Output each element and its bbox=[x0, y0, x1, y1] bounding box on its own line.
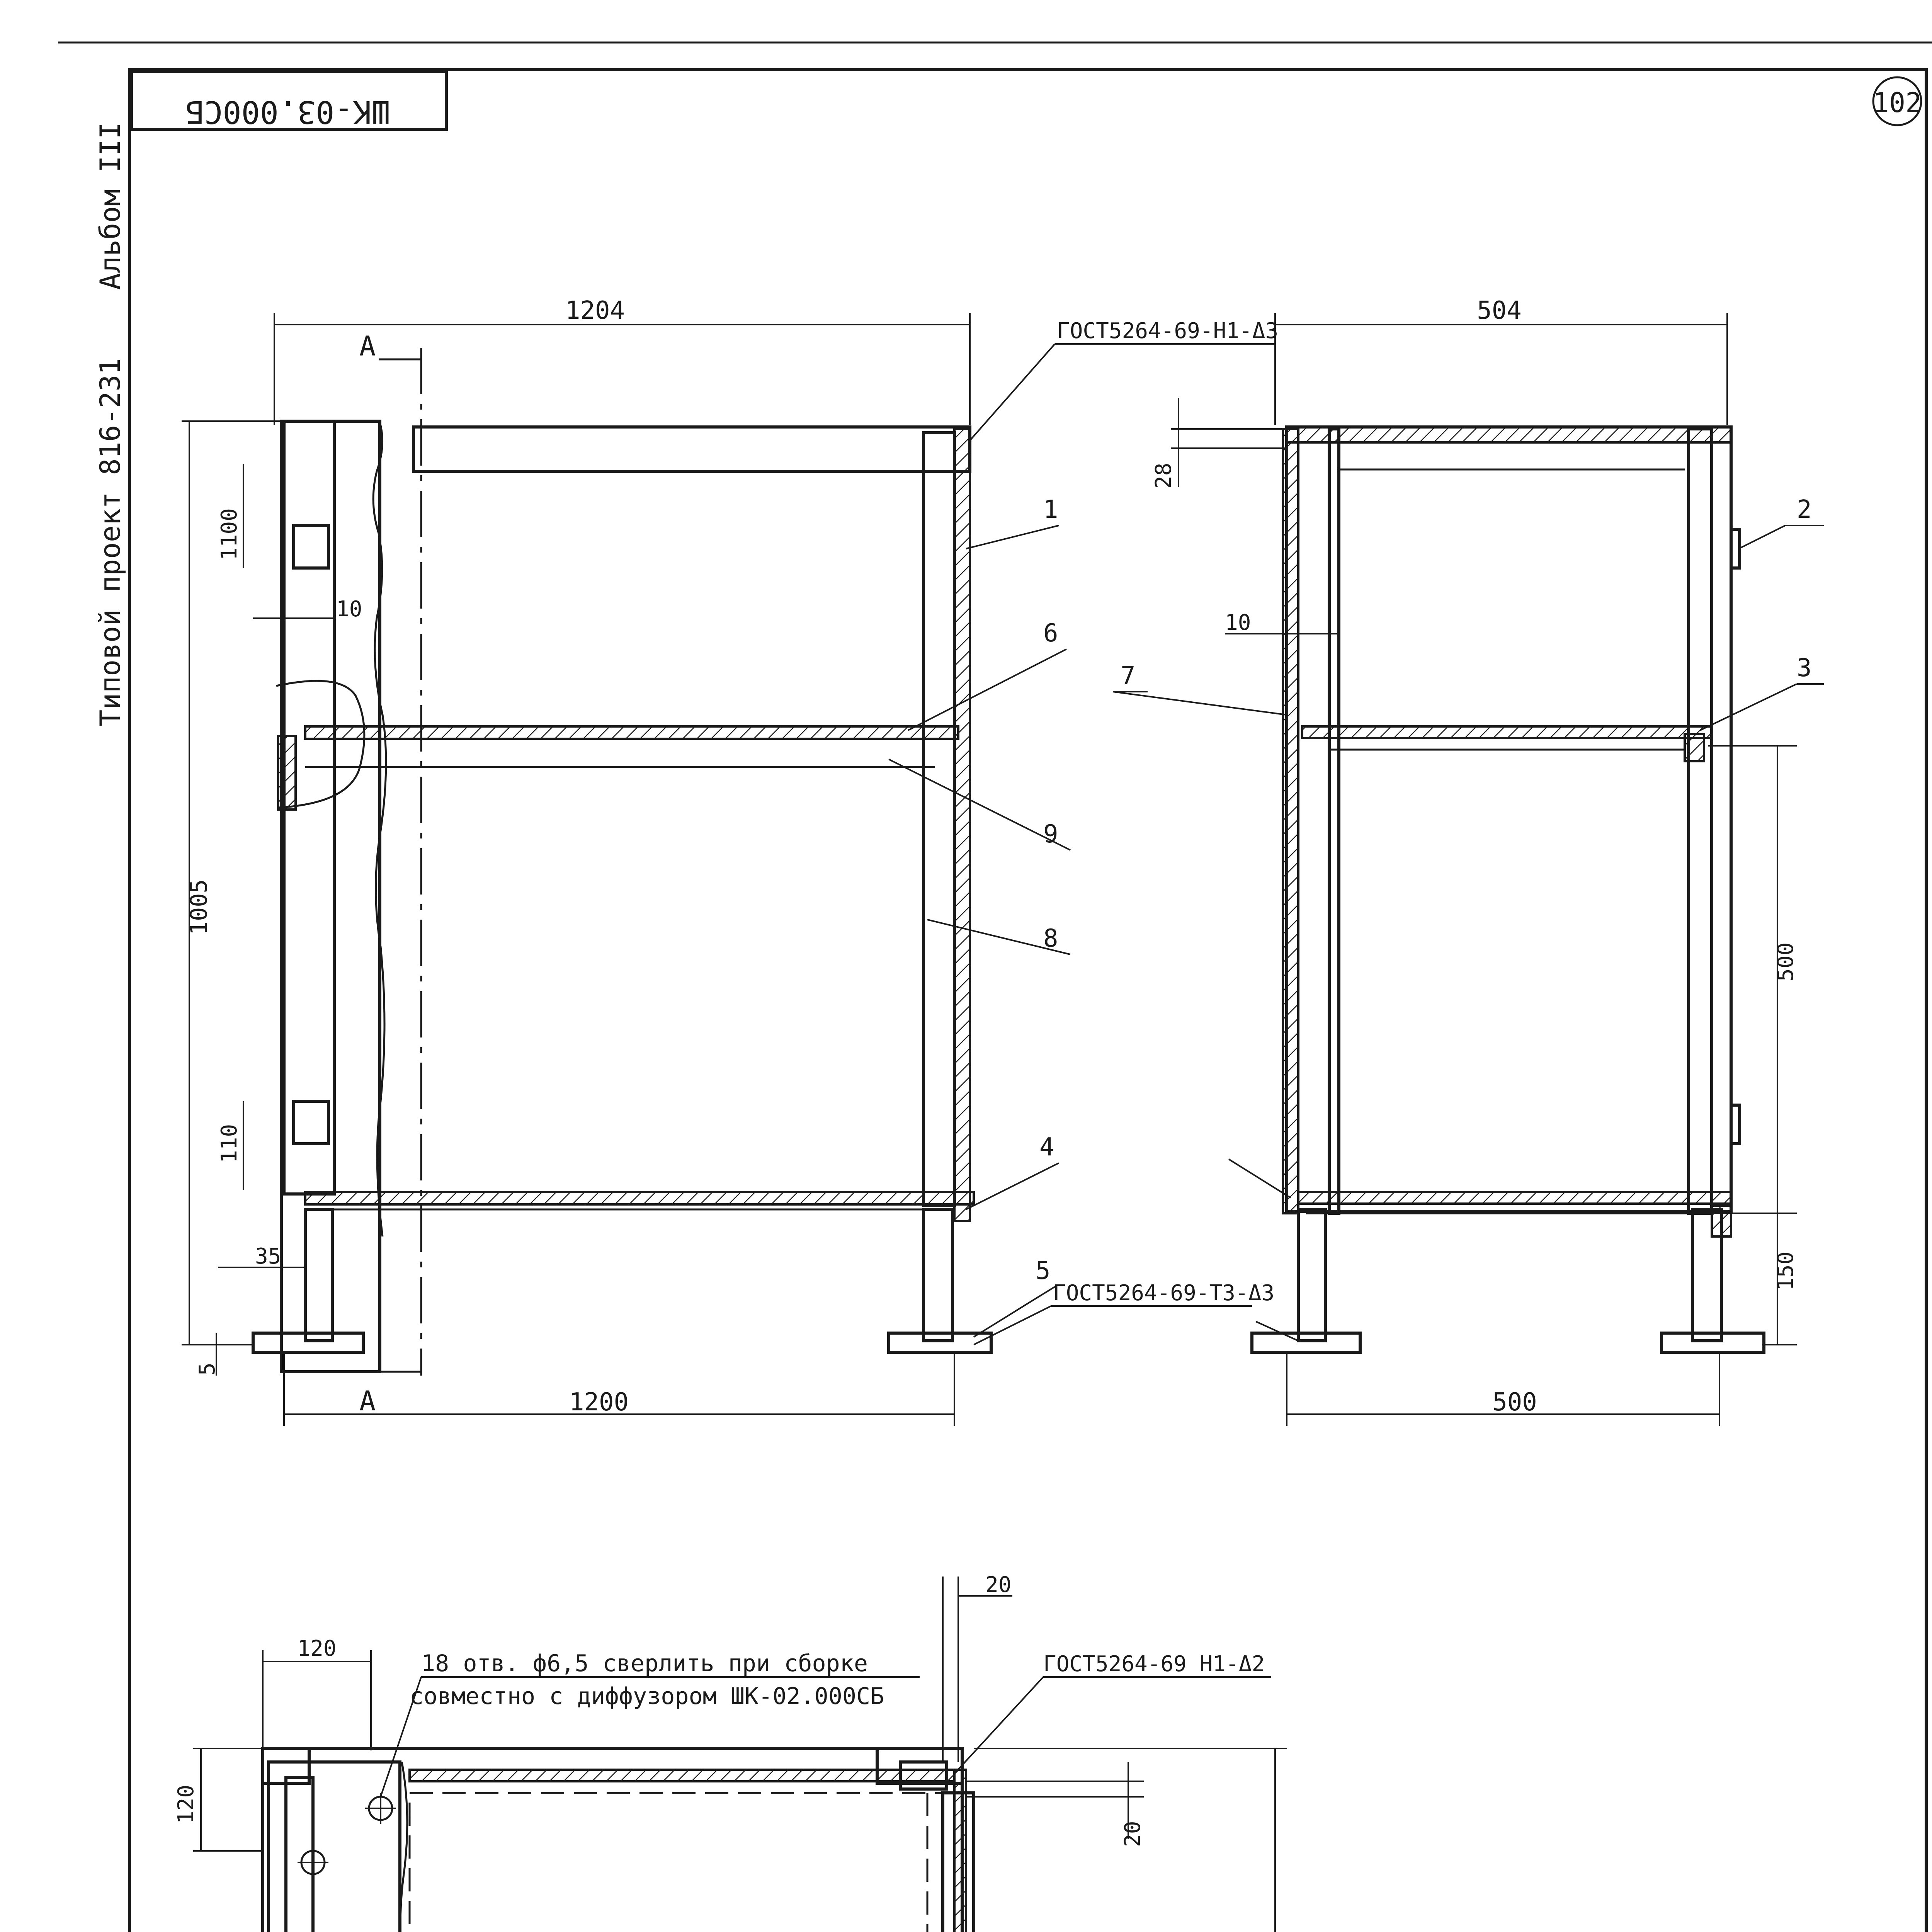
side-dim-28: 28 bbox=[1151, 463, 1176, 489]
plan-view bbox=[173, 1572, 1292, 1932]
plan-note-line1: 18 отв. ф6,5 сверлить при сборке bbox=[421, 1650, 868, 1677]
callout-6: 6 bbox=[1043, 619, 1058, 648]
plan-weld: ГОСТ5264-69 Н1-Δ2 bbox=[1043, 1651, 1265, 1677]
front-weld-top: ГОСТ5264-69-Н1-Δ3 bbox=[1057, 318, 1279, 344]
page-number-text: 102 bbox=[1872, 87, 1922, 119]
front-dim-1200: 1200 bbox=[569, 1388, 629, 1417]
front-dim-1005: 1005 bbox=[185, 879, 213, 935]
plan-dim-120-top: 120 bbox=[297, 1636, 337, 1661]
rotated-code-text: ШК-03.000СБ bbox=[185, 94, 390, 130]
callout-8: 8 bbox=[1043, 924, 1058, 953]
callout-9: 9 bbox=[1043, 820, 1058, 849]
page-number bbox=[1873, 77, 1922, 125]
front-weld-bottom: ГОСТ5264-69-Т3-Δ3 bbox=[1053, 1281, 1275, 1306]
front-dim-5: 5 bbox=[195, 1362, 220, 1376]
plan-dim-120-left: 120 bbox=[173, 1784, 199, 1824]
callout-2: 2 bbox=[1797, 495, 1812, 524]
side-dim-500-bottom: 500 bbox=[1492, 1388, 1537, 1417]
callout-7: 7 bbox=[1121, 662, 1136, 690]
front-dim-1100: 1100 bbox=[217, 508, 242, 560]
callout-3: 3 bbox=[1797, 654, 1812, 682]
front-dim-35: 35 bbox=[255, 1244, 281, 1269]
callout-5: 5 bbox=[1036, 1257, 1051, 1285]
album-side-text: Альбом III bbox=[94, 122, 126, 290]
plan-dim-20-top: 20 bbox=[985, 1572, 1012, 1597]
plan-note-line2: совместно с диффузором ШК-02.000СБ bbox=[410, 1683, 884, 1710]
side-dim-10: 10 bbox=[1225, 610, 1251, 635]
rotated-code-box bbox=[131, 71, 446, 130]
callout-1: 1 bbox=[1043, 495, 1058, 524]
front-view bbox=[182, 296, 1278, 1426]
side-view bbox=[1113, 296, 1824, 1426]
side-dim-504: 504 bbox=[1477, 296, 1522, 325]
side-dim-500: 500 bbox=[1773, 942, 1798, 981]
front-dim-1204: 1204 bbox=[565, 296, 625, 325]
front-dim-110: 110 bbox=[217, 1124, 242, 1163]
callout-4: 4 bbox=[1039, 1133, 1054, 1162]
project-side-text: Типовой проект 816-231 bbox=[94, 358, 126, 726]
section-a-bottom: А bbox=[359, 1385, 376, 1417]
side-dim-150: 150 bbox=[1773, 1251, 1798, 1291]
section-a-top: А bbox=[359, 330, 376, 362]
front-dim-10: 10 bbox=[336, 597, 362, 622]
plan-dim-20-right: 20 bbox=[1120, 1821, 1145, 1847]
